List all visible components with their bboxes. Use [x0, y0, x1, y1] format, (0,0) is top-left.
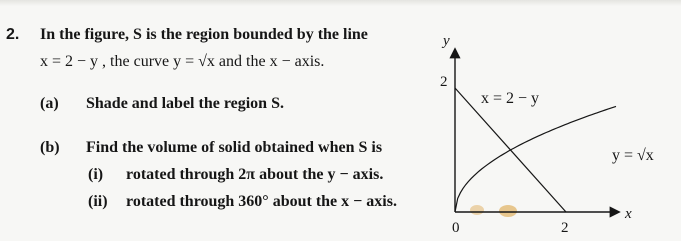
part-b-label: (b) — [40, 139, 60, 156]
sub-i-label: (i) — [88, 166, 104, 183]
curve-y-equals-root-x — [455, 106, 616, 212]
origin-label: 0 — [452, 220, 460, 236]
part-b-text: Find the volume of solid obtained when S is — [86, 139, 383, 156]
sub-i-text: rotated through 2π about the y − axis. — [126, 166, 384, 183]
sub-ii-label: (ii) — [88, 193, 108, 210]
question-number: 2. — [6, 26, 20, 43]
intro-line-1-text: In the figure, S is the region bounded by the line — [40, 26, 368, 43]
curve-label: y = √x — [612, 147, 654, 164]
smudge-mark — [470, 205, 484, 215]
x-tick-label: 2 — [561, 220, 569, 236]
part-a-text: Shade and label the region S. — [86, 95, 284, 112]
intro-line-2-text: x = 2 − y , the curve y = √x and the x − axis. — [40, 53, 325, 70]
y-axis-label: y — [443, 33, 450, 49]
sub-ii-text: rotated through 360° about the x − axis. — [126, 193, 397, 210]
part-a-label: (a) — [40, 95, 59, 112]
smudge-mark — [499, 205, 517, 217]
x-axis-label: x — [625, 206, 632, 222]
y-tick-label: 2 — [440, 74, 448, 90]
line-label: x = 2 − y — [481, 90, 540, 107]
